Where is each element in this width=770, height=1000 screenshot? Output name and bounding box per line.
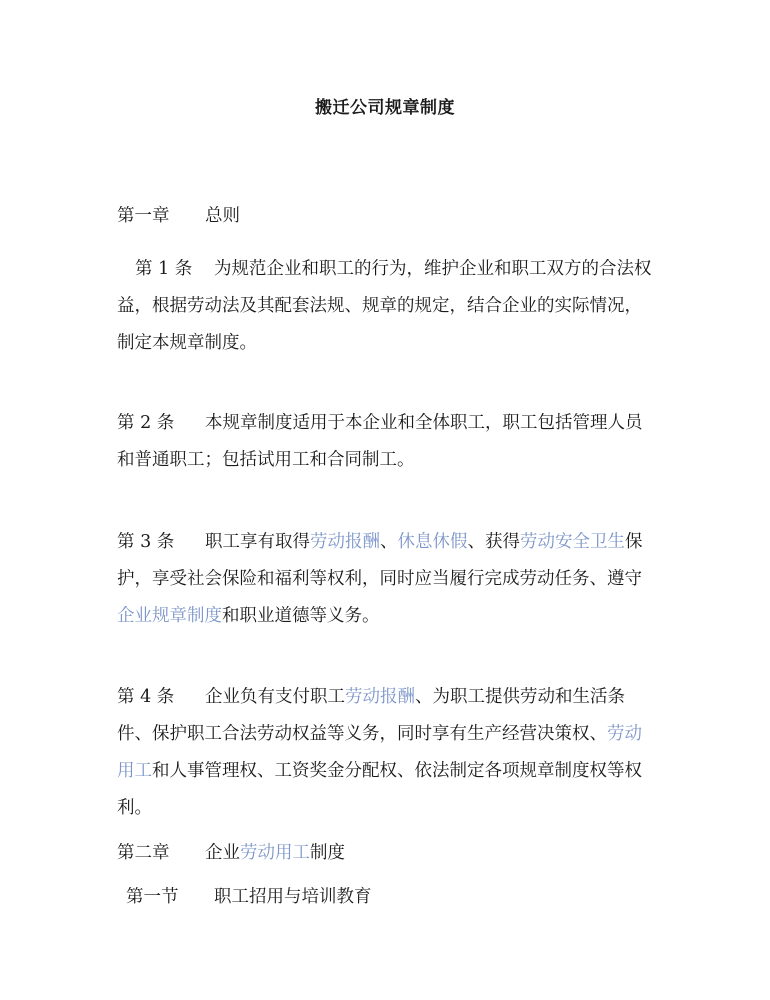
article-2 <box>117 405 657 479</box>
article-4 <box>117 679 657 827</box>
chapter-1-title: 总则 <box>205 206 240 226</box>
link-labor-employment-2[interactable]: 劳动用工 <box>240 843 310 863</box>
chapter-1-label: 第一章 <box>117 206 170 226</box>
document-title: 搬迁公司规章制度 <box>315 98 455 118</box>
chapter-2-title-1: 企业 <box>205 843 240 863</box>
section-1-title: 职工招用与培训教育 <box>214 887 372 907</box>
article-4-text-2: 、为职工提供劳动和生活条件、保护职工合法劳动权益等义务，同时享有生产经营决策权、 <box>117 687 625 744</box>
article-1-label: 第 1 条 <box>135 259 193 279</box>
link-company-regulations[interactable]: 企业规章制度 <box>117 606 222 626</box>
article-3-label: 第 3 条 <box>117 532 175 552</box>
section-1-heading <box>126 879 666 916</box>
chapter-2-label: 第二章 <box>117 843 170 863</box>
article-3-text-5: 和职业道德等义务。 <box>222 606 380 626</box>
article-4-text-1: 企业负有支付职工 <box>205 687 345 707</box>
article-2-label: 第 2 条 <box>117 413 175 433</box>
article-2-text: 本规章制度适用于本企业和全体职工，职工包括管理人员和普通职工；包括试用工和合同制工。 <box>117 413 643 470</box>
article-3-text-1: 职工享有取得 <box>205 532 310 552</box>
article-3-text-4: 保护，享受社会保险和福利等权利，同时应当履行完成劳动任务、遵守 <box>117 532 643 589</box>
link-labor-remuneration-2[interactable]: 劳动报酬 <box>345 687 415 707</box>
link-rest-and-vacation[interactable]: 休息休假 <box>397 532 468 552</box>
article-4-label: 第 4 条 <box>117 687 175 707</box>
article-1-text: 为规范企业和职工的行为，维护企业和职工双方的合法权益，根据劳动法及其配套法规、规章的规定，结合企业的实际情况，制定本规章制度。 <box>117 259 652 353</box>
link-labor-safety-health[interactable]: 劳动安全卫生 <box>520 532 625 552</box>
article-3-text-3: 、获得 <box>467 532 520 552</box>
article-3 <box>117 524 657 635</box>
chapter-2-title-2: 制度 <box>310 843 345 863</box>
link-labor-remuneration[interactable]: 劳动报酬 <box>310 532 380 552</box>
chapter-2-heading <box>117 835 657 872</box>
article-3-text-2: 、 <box>380 532 398 552</box>
article-4-text-3: 和人事管理权、工资奖金分配权、依法制定各项规章制度权等权利。 <box>117 761 642 818</box>
link-labor-employment[interactable]: 劳动用工 <box>117 724 642 781</box>
article-1 <box>117 251 657 362</box>
section-1-label: 第一节 <box>126 887 179 907</box>
chapter-1-heading <box>117 198 657 235</box>
